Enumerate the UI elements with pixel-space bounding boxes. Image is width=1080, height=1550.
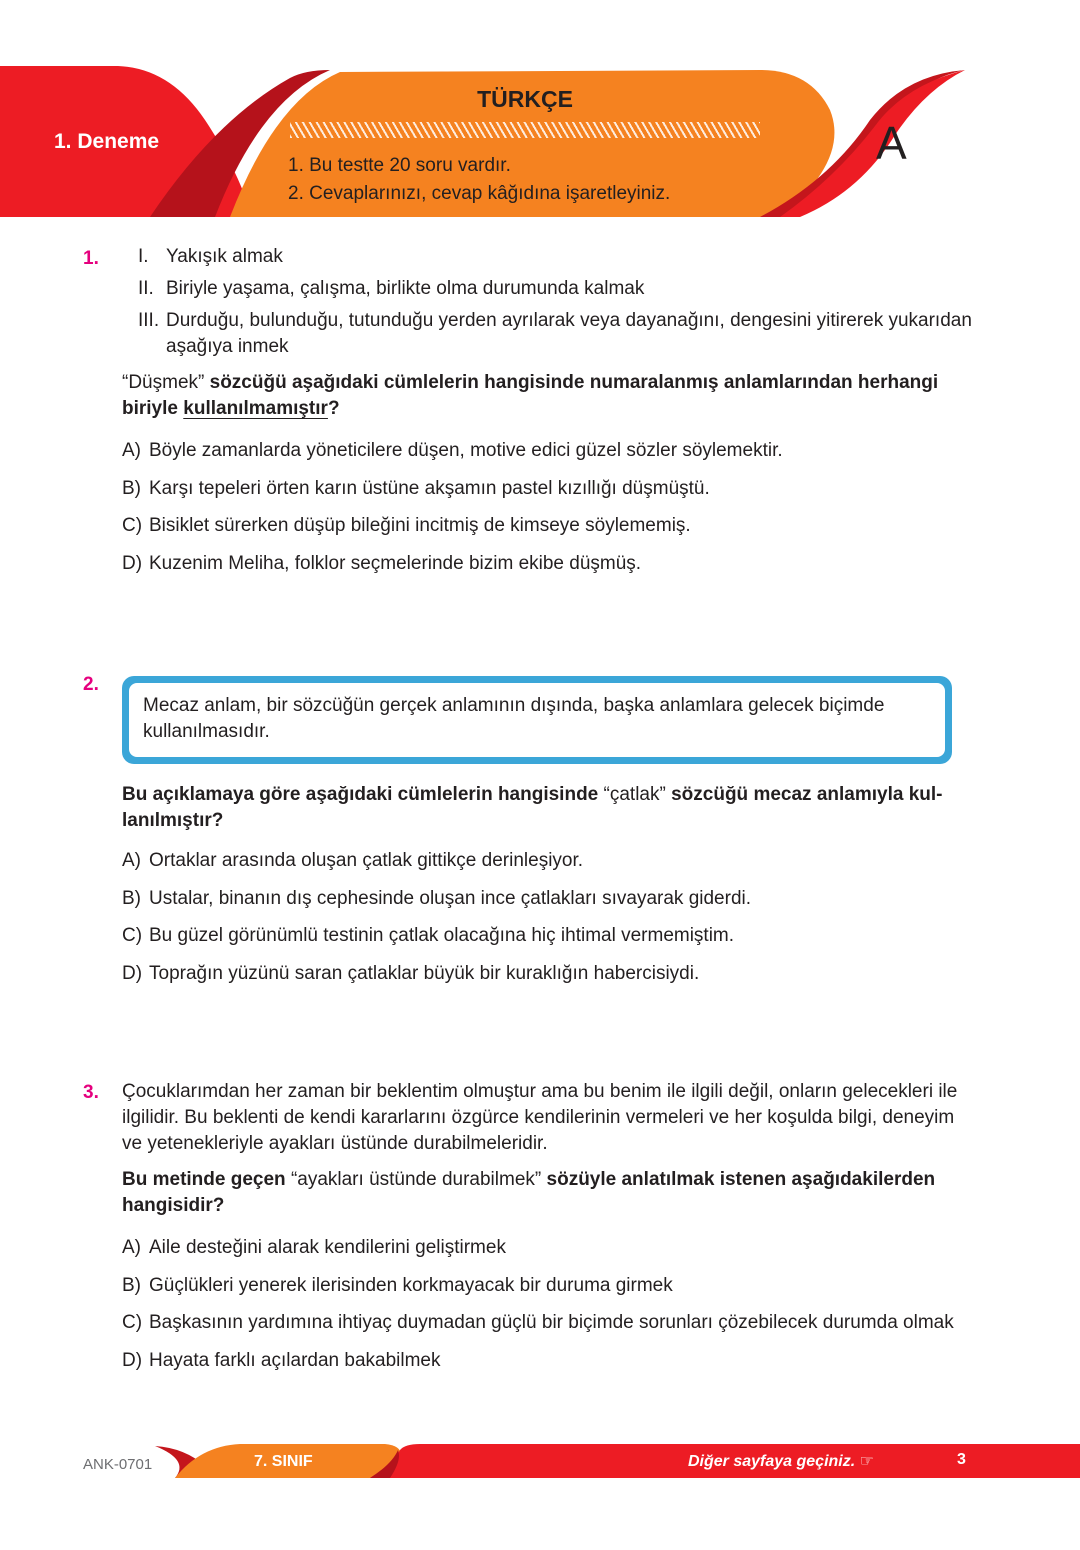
option-letter: B) [122, 477, 141, 499]
next-page-note: Diğer sayfaya geçiniz. ☞ [688, 1453, 874, 1470]
option-letter: D) [122, 1349, 143, 1371]
footer-banner [0, 1440, 1080, 1480]
option-b[interactable] [122, 1273, 972, 1311]
option-text: Böyle zamanlarda yöneticilere düşen, motive edici güzel sözler söylemektir. [149, 440, 783, 461]
option-letter: D) [122, 962, 143, 984]
option-text: Güçlükleri yenerek ilerisinden korkmayacak bir duruma girmek [149, 1274, 673, 1296]
option-letter: A) [122, 1237, 141, 1258]
roman-numeral: II. [138, 278, 154, 299]
question-body [122, 676, 972, 998]
option-a[interactable] [122, 1235, 972, 1273]
option-a[interactable] [122, 848, 972, 886]
answer-options [122, 848, 972, 998]
option-a[interactable] [122, 438, 972, 476]
option-text: Ortaklar arasında oluşan çatlak gittikçe derinleşiyor. [149, 850, 584, 871]
stem-text: sözcüğü mecaz anlamıyla kul-lanılmıştır? [122, 784, 943, 831]
option-letter: D) [122, 552, 143, 574]
option-text: Toprağın yüzünü saran çatlaklar büyük bir kuraklığın habercisiydi. [149, 962, 700, 984]
option-c[interactable] [122, 923, 972, 961]
option-letter: A) [122, 440, 141, 461]
passage: Çocuklarımdan her zaman bir beklentim olmuştur ama bu benim ile ilgili değil, onların gelecekleri ile ilgilidir. Bu beklenti de kendi kararlarını özgürce kendilerinin vermeleri ve her koşulda bilgi, deneyim ve yetenekleriyle ayakları üstünde durabilmeleridir. [122, 1081, 958, 1154]
option-text: Kuzenim Meliha, folklor seçmelerinde bizim ekibe düşmüş. [149, 552, 642, 574]
option-d[interactable] [122, 961, 972, 999]
option-text: Ustalar, binanın dış cephesinde oluşan ince çatlakları sıvayarak giderdi. [149, 887, 752, 909]
option-c[interactable] [122, 1310, 972, 1348]
question-number: 3. [83, 1082, 99, 1103]
page-footer [0, 1440, 1080, 1480]
option-letter: C) [122, 925, 143, 946]
info-box [122, 676, 952, 764]
option-b[interactable] [122, 886, 972, 924]
stem-quote: “Düşmek” [122, 372, 205, 393]
question-stem [122, 370, 972, 422]
test-rules [288, 152, 670, 208]
page-number: 3 [957, 1451, 966, 1468]
option-b[interactable] [122, 476, 972, 514]
option-text: Bu güzel görünümlü testinin çatlak olacağına hiç ihtimal vermemiştim. [149, 925, 735, 946]
stem-text: Bu açıklamaya göre aşağıdaki cümlelerin hangisinde [122, 784, 599, 805]
option-d[interactable] [122, 551, 972, 589]
option-letter: A) [122, 850, 141, 871]
roman-item [122, 276, 972, 302]
question-body [122, 244, 972, 588]
stem-end: ? [327, 398, 340, 419]
rule-item: 1. Bu testte 20 soru vardır. [288, 155, 511, 176]
option-text: Başkasının yardımına ihtiyaç duymadan güçlü bir biçimde sorunları çözebilecek durumda olmak [149, 1312, 954, 1333]
booklet-letter: A [876, 117, 907, 169]
option-letter: B) [122, 887, 141, 909]
question-stem [122, 1167, 972, 1219]
test-number: 1. Deneme [54, 130, 160, 153]
option-letter: C) [122, 1312, 143, 1333]
option-text: Hayata farklı açılardan bakabilmek [149, 1349, 441, 1371]
answer-options [122, 1235, 972, 1385]
roman-text: Yakışık almak [166, 246, 283, 267]
option-text: Karşı tepeleri örten karın üstüne akşamın pastel kızıllığı düşmüştü. [149, 477, 710, 499]
roman-numeral: I. [138, 246, 149, 267]
option-text: Aile desteğini alarak kendilerini geliştirmek [149, 1237, 506, 1258]
question-body [122, 1079, 972, 1385]
option-letter: C) [122, 515, 143, 536]
roman-text: Biriyle yaşama, çalışma, birlikte olma durumunda kalmak [166, 278, 645, 299]
grade-label: 7. SINIF [254, 1453, 313, 1470]
document-code: ANK-0701 [83, 1456, 153, 1473]
option-letter: B) [122, 1274, 141, 1296]
option-c[interactable] [122, 513, 972, 551]
stem-quote: “çatlak” [603, 784, 666, 805]
info-box-text: Mecaz anlam, bir sözcüğün gerçek anlamının dışında, başka anlamlara gelecek biçimde kullanılmasıdır. [129, 683, 945, 757]
question-number: 2. [83, 674, 99, 695]
stem-text: sözcüğü aşağıdaki cümlelerin hangisinde numaralanmış anlamlarından herhangi biriyle [122, 372, 939, 419]
stem-underlined: kullanılmamıştır [183, 398, 328, 419]
roman-item [122, 244, 972, 270]
roman-text: Durduğu, bulunduğu, tutunduğu yerden ayrılarak veya dayanağını, dengesini yitirerek yukarıdan aşağıya inmek [166, 310, 972, 357]
question-number: 1. [83, 248, 99, 269]
roman-item [122, 308, 972, 360]
option-text: Bisiklet sürerken düşüp bileğini incitmiş de kimseye söylememiş. [149, 515, 691, 536]
page-header [0, 60, 1080, 225]
answer-options [122, 438, 972, 588]
hatch-decoration [290, 122, 760, 138]
option-d[interactable] [122, 1348, 972, 1386]
rule-item: 2. Cevaplarınızı, cevap kâğıdına işaretleyiniz. [288, 183, 671, 204]
question-stem [122, 782, 972, 834]
stem-text: Bu metinde geçen [122, 1169, 286, 1190]
stem-quote: “ayakları üstünde durabilmek” [290, 1169, 542, 1190]
roman-numeral: III. [138, 310, 160, 331]
stem-text: sözüyle anlatılmak istenen aşağıdakilerden hangisidir? [122, 1169, 936, 1216]
subject-title: TÜRKÇE [477, 86, 573, 112]
